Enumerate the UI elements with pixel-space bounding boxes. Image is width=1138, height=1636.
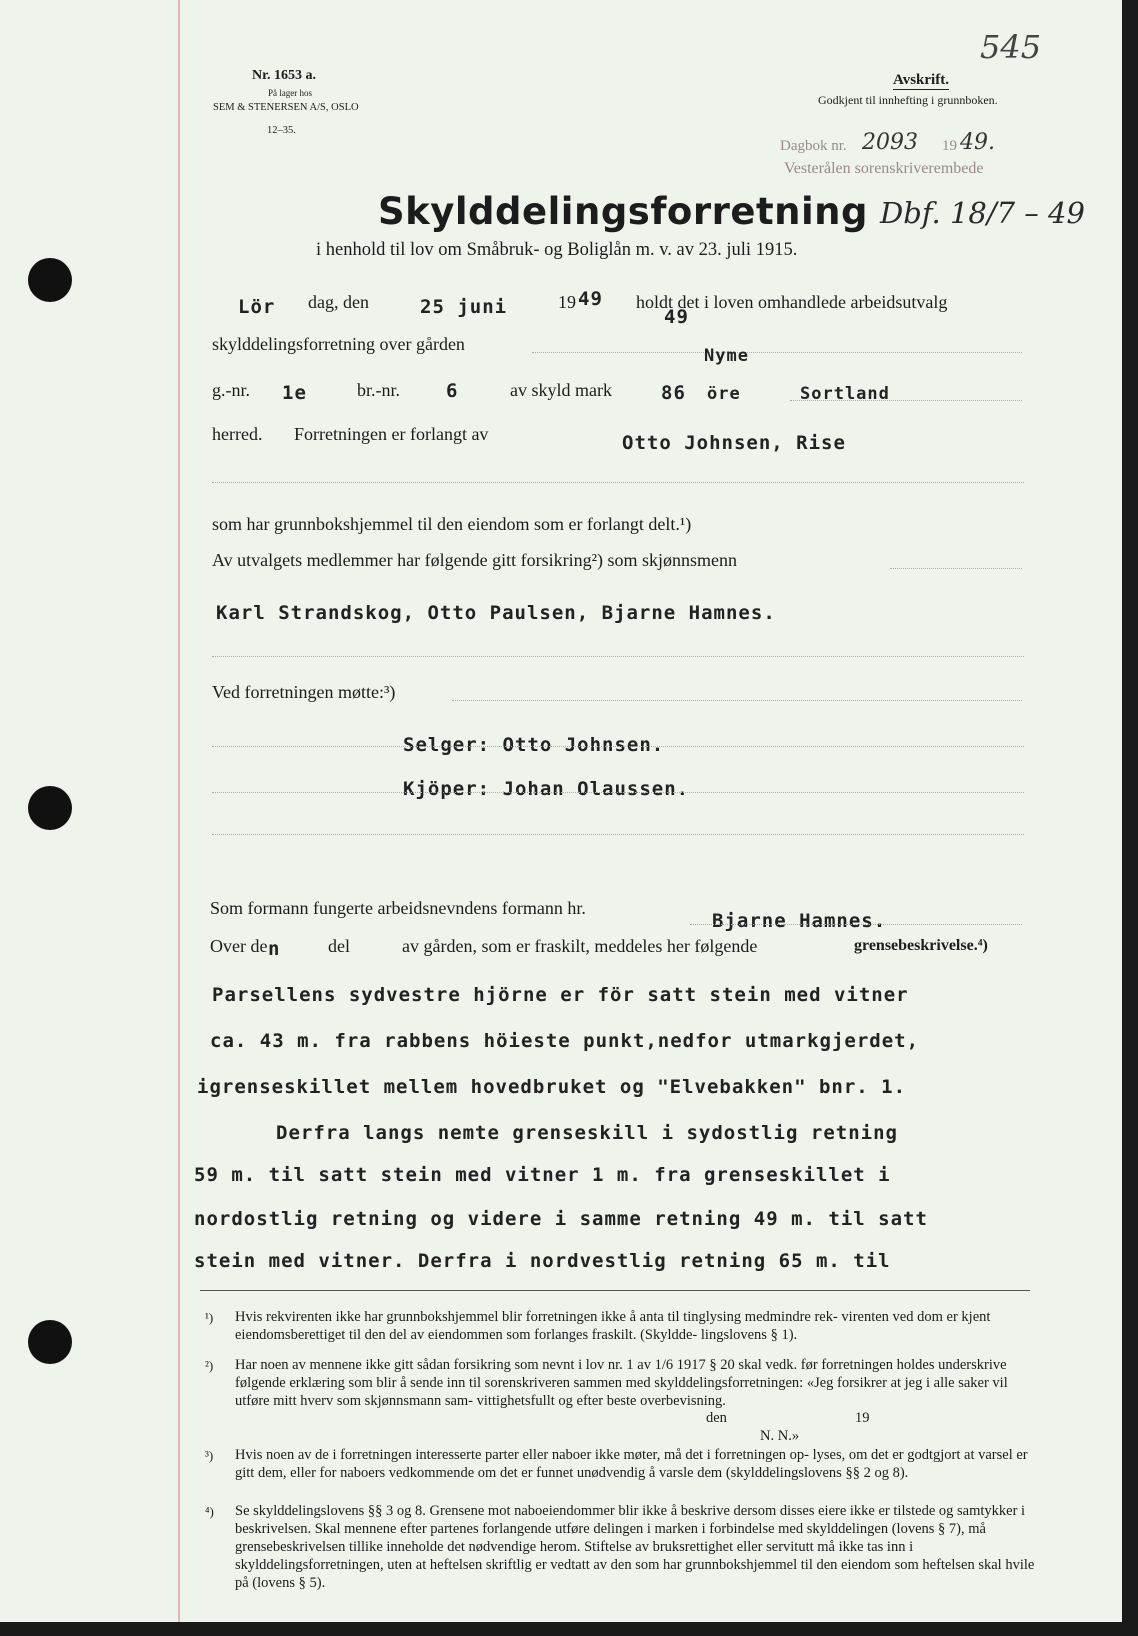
fill-line <box>790 400 1022 401</box>
description-line: igrenseskillet mellem hovedbruket og "Elvebakken" bnr. 1. <box>197 1076 907 1098</box>
court-stamp: Vesterålen sorenskriverembede <box>784 160 984 177</box>
weekday-prefix: Lör <box>238 296 276 318</box>
chair-name: Bjarne Hamnes. <box>712 910 887 932</box>
description-line: stein med vitner. Derfra i nordvestlig retning 65 m. til <box>194 1250 891 1272</box>
skyld-label: av skyld mark <box>510 380 612 400</box>
registration-annotation: Dbf. 18/7 – 49 <box>880 196 1085 230</box>
publisher-line1: På lager hos <box>268 88 312 98</box>
boundary-over: Over de <box>210 936 268 956</box>
footnote-text: Se skylddelingslovens §§ 3 og 8. Grensene mot naboeiendommer blir ikke å beskrive dersom disses eiere ikke er tilstede og samtykker i beskrivelsen. Skal mennene efter partenes forlangende utføre delingen i marken i forbindelse med skylddelingen (lovens § 7), må grensebeskrivelsen tillike inneholde det nødvendige herom. Stiftelse av bruksrettighet eller servitutt må ikke tas inn i skylddelingsforretningen, uten at heftelsen skriftlig er vedtatt av den som har grunnbokshjemmel til den eiendom som heftelsen skal hvile på (lovens § 5). <box>235 1503 1035 1591</box>
form-number: Nr. 1653 a. <box>252 68 317 83</box>
fill-line <box>690 924 1022 925</box>
footnote-text: Hvis rekvirenten ikke har grunnbokshjemmel blir forretningen ikke å anta til tinglysing medmindre rek- virenten ved dom er kjent eiendomsberettiget til den del av eiendommen som forlanges fraskilt. (Skyldde- lingslovens § 1). <box>235 1309 991 1343</box>
form-date: 12–35. <box>267 125 296 136</box>
punch-hole <box>28 786 72 830</box>
copy-title: Avskrift. <box>893 72 949 88</box>
gnr-label: g.-nr. <box>212 380 250 400</box>
buyer: Kjöper: Johan Olaussen. <box>403 778 690 800</box>
signature-den: den <box>706 1410 727 1426</box>
attended-label: Ved forretningen møtte:³) <box>212 682 396 702</box>
diary-year: 49. <box>960 130 995 155</box>
copy-note: Godkjent til innhefting i grunnboken. <box>818 93 998 107</box>
fill-line <box>532 352 1022 353</box>
requested-label: Forretningen er forlangt av <box>294 424 489 444</box>
margin-line <box>178 0 180 1622</box>
year-prefix: 19 <box>558 292 576 312</box>
fill-line <box>212 792 1024 793</box>
page-subtitle: i henhold til lov om Småbruk- og Boliglån m. v. av 23. juli 1915. <box>316 240 798 260</box>
ownership-text: som har grunnbokshjemmel til den eiendom som er forlangt delt.¹) <box>212 514 692 534</box>
farm-line-label: skylddelingsforretning over gården <box>212 334 465 354</box>
bnr-label: br.-nr. <box>357 380 400 400</box>
boundary-bold: grensebeskrivelse.⁴) <box>854 937 988 954</box>
boundary-del: del <box>328 936 350 956</box>
boundary-text: av gården, som er fraskilt, meddeles her følgende <box>402 936 758 956</box>
description-line: Derfra langs nemte grenseskill i sydostlig retning <box>276 1122 898 1144</box>
year-overtype: 49 <box>664 306 689 328</box>
requested-by: Otto Johnsen, Rise <box>622 432 846 454</box>
fill-line <box>452 700 1022 701</box>
footnote-number: ¹) <box>205 1310 214 1325</box>
footnote-number: ³) <box>205 1448 214 1463</box>
gnr-value: 1e <box>282 382 307 404</box>
day-label: dag, den <box>308 292 369 312</box>
diary-year-prefix: 19 <box>942 138 957 154</box>
punch-hole <box>28 258 72 302</box>
skyld-value: 86 <box>661 382 686 404</box>
fill-line <box>212 834 1024 835</box>
herred-label: herred. <box>212 424 263 444</box>
municipality: Sortland <box>800 384 890 404</box>
page-title: Skylddelingsforretning <box>378 190 868 233</box>
page-number: 545 <box>980 28 1042 66</box>
publisher-line2: SEM & STENERSEN A/S, OSLO <box>213 102 359 113</box>
bnr-value: 6 <box>446 380 459 402</box>
description-line: ca. 43 m. fra rabbens höieste punkt,nedfor utmarkgjerdet, <box>210 1030 920 1052</box>
fill-line <box>212 656 1024 657</box>
footnote-text: Hvis noen av de i forretningen interesserte parter eller naboer ikke møter, må det i forretningen op- lyses, om det er godtgjort at varsel er gitt dem, eller for naboers vedkommende om det er funnet unødvendig å varsle dem (skylddelingslovens §§ 2 og 8). <box>235 1447 1028 1481</box>
diary-number: 2093 <box>862 130 918 155</box>
members-list: Karl Strandskog, Otto Paulsen, Bjarne Hamnes. <box>216 602 776 624</box>
fill-line <box>890 568 1022 569</box>
signature-nn: N. N.» <box>760 1428 800 1444</box>
description-line: Parsellens sydvestre hjörne er för satt stein med vitner <box>212 984 909 1006</box>
punch-hole <box>28 1320 72 1364</box>
meeting-date: 25 juni <box>420 296 508 318</box>
fill-line <box>212 482 1024 483</box>
footnote-divider <box>200 1290 1030 1291</box>
year-value: 49 <box>578 288 603 310</box>
fill-line <box>212 746 1024 747</box>
description-line: nordostlig retning og videre i samme retning 49 m. til satt <box>194 1208 928 1230</box>
members-text: Av utvalgets medlemmer har følgende gitt forsikring²) som skjønnsmenn <box>212 550 737 570</box>
footnote-text: Har noen av mennene ikke gitt sådan forsikring som nevnt i lov nr. 1 av 1/6 1917 § 20 skal vedk. før forretningen holdes underskrive følgende erklæring som blir å sende inn til sorenskriveren sammen med skylddelingsforretningen: «Jeg forsikrer at jeg i alle saker vil utføre mitt hverv som skjønnsmann sam- vittighetsfullt og efter beste overbevisning. <box>235 1357 1008 1409</box>
held-text: holdt det i loven omhandlede arbeidsutvalg <box>636 292 948 312</box>
footnote-number: ⁴) <box>205 1504 214 1519</box>
footnote-number: ²) <box>205 1358 214 1373</box>
seller: Selger: Otto Johnsen. <box>403 734 665 756</box>
chair-text: Som formann fungerte arbeidsnevndens formann hr. <box>210 898 586 918</box>
boundary-n: n <box>268 938 281 960</box>
ore-label: öre <box>707 384 741 404</box>
farm-name: Nyme <box>704 346 749 366</box>
signature-year: 19 <box>855 1410 870 1426</box>
diary-label: Dagbok nr. <box>780 138 847 154</box>
description-line: 59 m. til satt stein med vitner 1 m. fra grenseskillet i <box>194 1164 891 1186</box>
